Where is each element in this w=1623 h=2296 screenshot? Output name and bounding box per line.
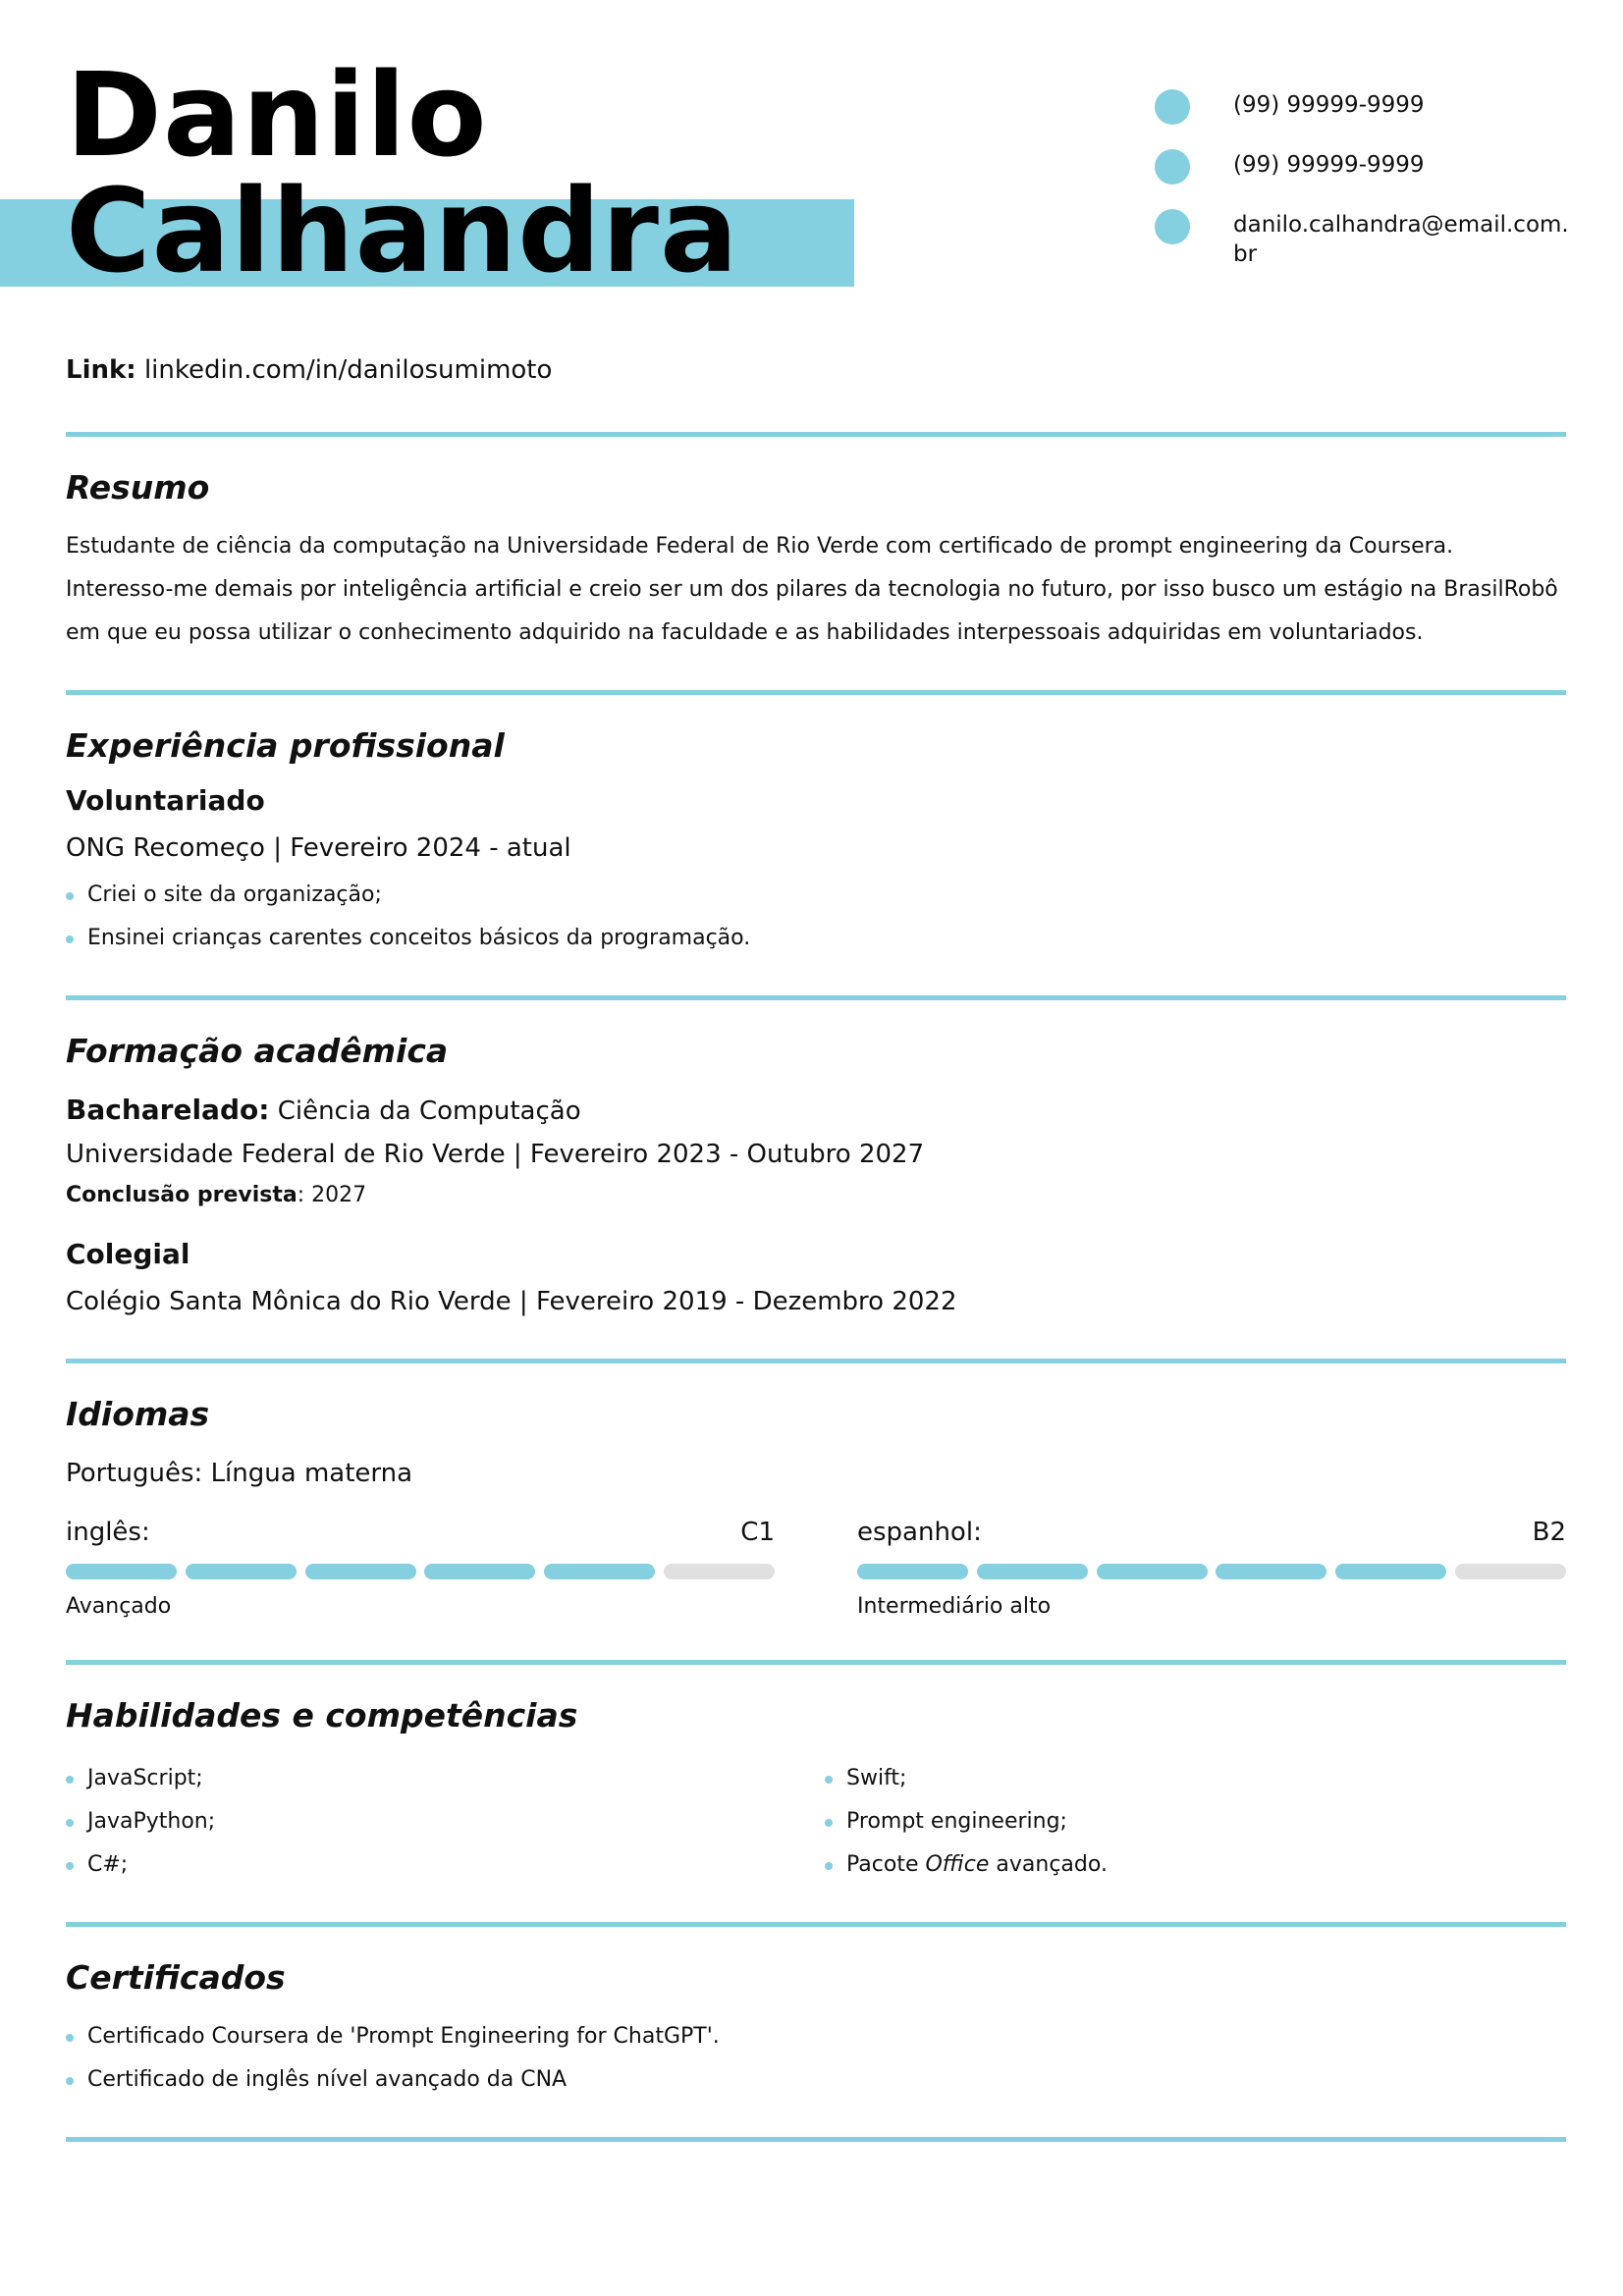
list-item: Certificado de inglês nível avançado da CNA [66,2058,1566,2102]
list-item: JavaScript; [66,1757,807,1800]
phone-icon [1155,89,1190,125]
contact-email [1155,206,1577,269]
certificates-section [66,1927,1566,2137]
phone-text[interactable]: (99) 99999-9999 [1233,92,1425,118]
link-value[interactable]: linkedin.com/in/danilosumimoto [143,355,553,385]
skills-section [66,1665,1566,1922]
level-segment-filled [66,1564,177,1579]
language-code: C1 [740,1518,775,1547]
degree-label: Bacharelado: [66,1094,270,1126]
experience-section [66,695,1566,995]
language-name: espanhol: [857,1518,982,1547]
list-item: Criei o site da organização; [66,874,1566,917]
contact-list [1155,86,1577,291]
level-segment-filled [186,1564,297,1579]
profile-link [66,355,552,385]
language-level: Avançado [66,1594,172,1619]
candidate-name [66,47,739,298]
job-bullets [66,874,1566,960]
list-item: Ensinei crianças carentes conceitos básicos da programação. [66,917,1566,960]
skill-emphasis: Office [925,1852,990,1877]
level-segment-filled [977,1564,1088,1579]
languages-section [66,1363,1566,1660]
level-segment-filled [1216,1564,1326,1579]
skill-text: Pacote [846,1852,926,1877]
section-title: Resumo [66,468,210,507]
level-segment-filled [424,1564,535,1579]
native-language: Português: Língua materna [66,1459,413,1488]
language-spanish [857,1513,1566,1625]
skills-columns [66,1753,1566,1887]
skills-left [66,1757,807,1887]
list-item: JavaPython; [66,1800,807,1843]
last-name: Calhandra [66,163,739,298]
language-header [857,1513,1566,1552]
level-segment-filled [544,1564,655,1579]
section-title: Experiência profissional [66,726,505,765]
phone-icon [1155,149,1190,185]
degree-value: Ciência da Computação [277,1096,581,1126]
level-segment-filled [857,1564,968,1579]
section-title: Idiomas [66,1395,210,1433]
language-name: inglês: [66,1518,150,1547]
level-bar [66,1564,775,1579]
language-level: Intermediário alto [857,1594,1052,1619]
list-item [825,1843,1566,1887]
section-title: Habilidades e competências [66,1696,578,1735]
university-line: Universidade Federal de Rio Verde | Fevereiro 2023 - Outubro 2027 [66,1140,925,1169]
contact-phone-2 [1155,146,1577,185]
level-bar [857,1564,1566,1579]
school-title: Colegial [66,1238,190,1270]
job-role: Voluntariado [66,784,265,817]
level-segment-filled [1335,1564,1446,1579]
level-segment-filled [305,1564,416,1579]
section-title: Certificados [66,1958,286,1997]
summary-text: Estudante de ciência da computação na Universidade Federal de Rio Verde com certificado de prompt engineering da Coursera. Interesso-me demais por inteligência artificial e creio ser um dos pilares da tecnologia no futuro, por isso busco um estágio na BrasilRobô em que eu possa utilizar o conhecimento adquirido na faculdade e as habilidades interpessoais adquiridas em voluntariados. [66,534,1558,645]
level-segment-empty [1455,1564,1566,1579]
skill-text: avançado. [989,1852,1108,1877]
certificate-list [66,2015,1566,2102]
level-segment-filled [1097,1564,1208,1579]
email-icon [1155,209,1190,244]
resume-body [66,432,1566,2142]
school-line: Colégio Santa Mônica do Rio Verde | Fevereiro 2019 - Dezembro 2022 [66,1287,957,1316]
conclusion-value: : 2027 [297,1183,367,1207]
level-segment-empty [664,1564,775,1579]
section-title: Formação acadêmica [66,1032,449,1070]
list-item: Prompt engineering; [825,1800,1566,1843]
contact-phone-1 [1155,86,1577,125]
skills-right [825,1757,1566,1887]
phone-text[interactable]: (99) 99999-9999 [1233,152,1425,178]
email-text[interactable]: danilo.calhandra@email.com.br [1233,212,1569,267]
first-name: Danilo [66,47,488,183]
summary-section [66,437,1566,690]
conclusion-line [66,1176,1566,1215]
list-item: Certificado Coursera de 'Prompt Engineering for ChatGPT'. [66,2015,1566,2058]
language-header [66,1513,775,1552]
conclusion-label: Conclusão prevista [66,1183,298,1207]
list-item: Swift; [825,1757,1566,1800]
education-section [66,1000,1566,1359]
job-org: ONG Recomeço | Fevereiro 2024 - atual [66,833,571,863]
section-divider [66,2137,1566,2142]
language-code: B2 [1532,1518,1566,1547]
language-english [66,1513,775,1625]
language-levels [66,1513,1566,1625]
degree-line [66,1089,1566,1133]
link-label: Link: [66,355,136,385]
list-item: C#; [66,1843,807,1887]
